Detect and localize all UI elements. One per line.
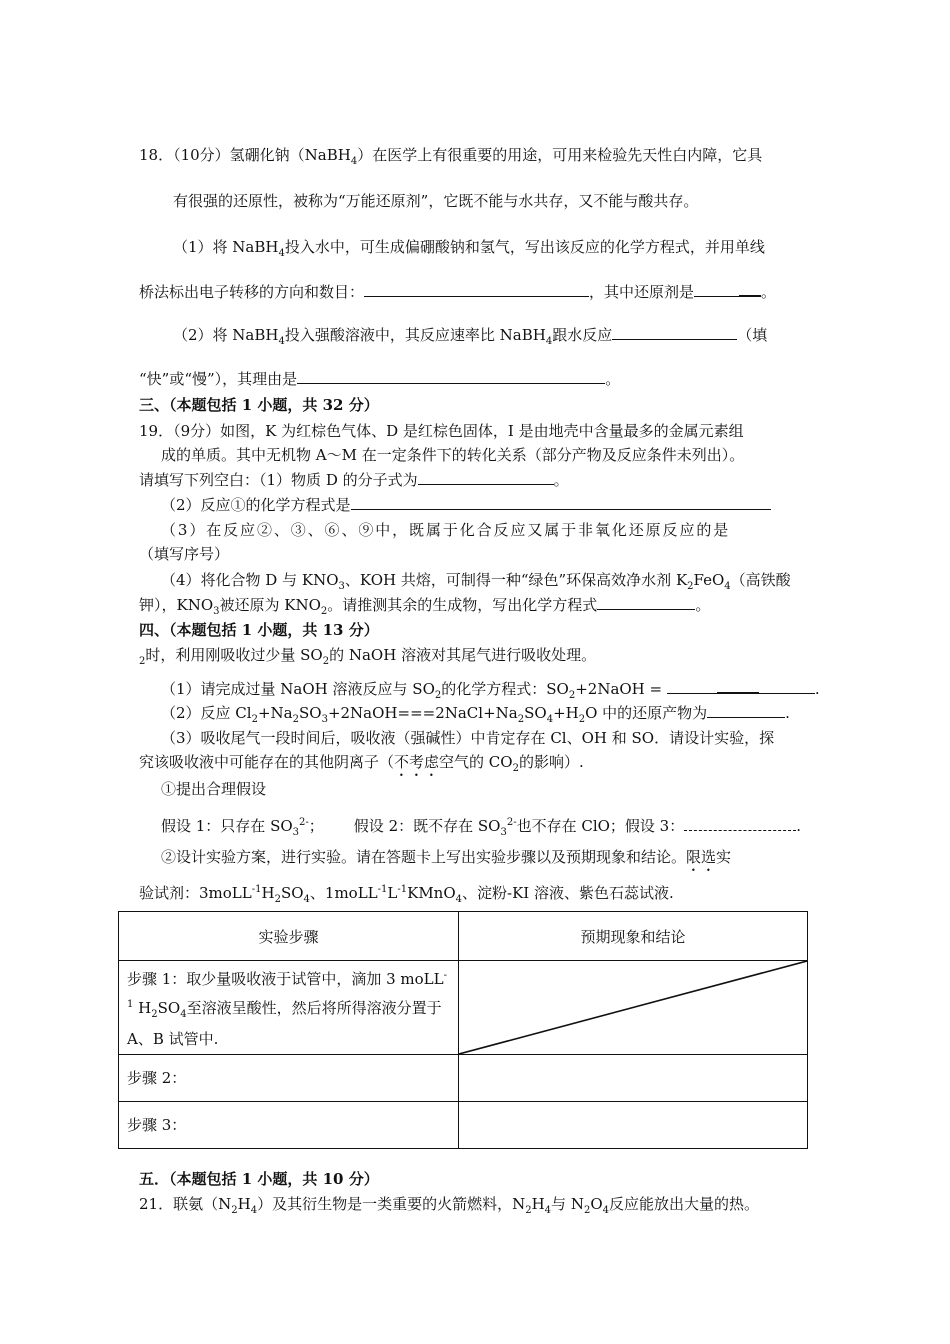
table-cell-step1-result-crossed <box>459 961 808 1055</box>
answer-blank-naoh-b[interactable] <box>717 678 759 694</box>
sec4-intro: $_2$时，利用刚吸收过少量 $SO_2$的 NaOH 溶液对其尾气进行吸收处理。 <box>139 646 597 667</box>
q21-line1: 21．联氨$(N_2H_4)$及其衍生物是一类重要的火箭燃料，$N_2H_4$与 $N_2O_4$反应能放出大量的热。 <box>139 1195 760 1216</box>
table-cell-step3-result[interactable] <box>459 1102 808 1149</box>
table-row <box>119 961 808 1055</box>
answer-blank-reason[interactable] <box>297 369 605 384</box>
q19-part3-line2: （填写序号） <box>139 545 230 563</box>
table-cell-step2: 步骤 2： <box>119 1055 459 1102</box>
table-row <box>119 1102 808 1149</box>
q18-line2: 有很强的还原性，被称为“万能还原剂”，它既不能与水共存，又不能与酸共存。 <box>173 192 699 210</box>
q19-line3: 请填写下列空白：（1）物质 D 的分子式为 。 <box>139 471 569 489</box>
sec4-step1-heading: ①提出合理假设 <box>161 780 267 798</box>
section-3-heading: 三、（本题包括 1 小题，共 32 分） <box>139 396 379 414</box>
q18-part1-line2: 桥法标出电子转移的方向和数目： ，其中还原剂是 。 <box>139 283 777 301</box>
answer-blank-equation-b[interactable] <box>459 282 589 297</box>
q18-part1-line1: （1）将 NaBH$_4$投入水中，可生成偏硼酸钠和氢气，写出该反应的化学方程式，并用单线 <box>173 238 765 259</box>
q19-part3-line1: （3）在反应②、③、⑥、⑨中，既属于化合反应又属于非氧化还原反应的是 <box>161 521 731 539</box>
answer-blank-equation-a[interactable] <box>364 282 459 297</box>
answer-blank-rate[interactable] <box>612 325 737 340</box>
answer-blank-naoh-c[interactable] <box>759 679 815 694</box>
sec4-hypotheses: 假设 1：只存在 $SO_3^{2-}$； 假设 2：既不存在 $SO_3^{2-}$也不存在 ClO；假设 3： . <box>161 817 802 838</box>
table-cell-step2-result[interactable] <box>459 1055 808 1102</box>
sec4-part3-line1: （3）吸收尾气一段时间后，吸收液（强碱性）中肯定存在 Cl、OH 和 SO．请设计实验，探 <box>161 729 775 747</box>
q19-line2: 成的单质。其中无机物 A～M 在一定条件下的转化关系（部分产物及反应条件未列出）。 <box>161 446 745 464</box>
experiment-table <box>118 911 808 1149</box>
q19-line1: 19．（9分）如图，K 为红棕色气体、D 是红棕色固体，I 是由地壳中含量最多的金属元素组 <box>139 422 744 440</box>
q19-part4-line1: （4）将化合物 D 与 $KNO_3$、KOH 共熔，可制得一种“绿色”环保高效净水剂 $K_2FeO_4$（高铁酸 <box>161 571 791 592</box>
table-cell-step1: 步骤 1：取少量吸收液于试管中，滴加 3 moLL$^{-1}$ $H_2SO_4$至溶液呈酸性，然后将所得溶液分置于 A、B 试管中. <box>119 961 459 1055</box>
table-header-row <box>119 912 808 961</box>
answer-blank-formula-d[interactable] <box>418 470 554 485</box>
answer-blank-reduction-product[interactable] <box>707 703 785 718</box>
answer-blank-equation-k2feo4[interactable] <box>597 595 695 610</box>
answer-blank-reducer-b[interactable] <box>739 281 761 297</box>
section-5-heading: 五．（本题包括 1 小题，共 10 分） <box>139 1170 379 1188</box>
q18-part2-line1: （2）将 NaBH$_4$投入强酸溶液中，其反应速率比 NaBH$_4$跟水反应 （填 <box>173 326 768 347</box>
table-cell-step3: 步骤 3： <box>119 1102 459 1149</box>
table-header-steps: 实验步骤 <box>119 912 459 961</box>
table-header-results: 预期现象和结论 <box>459 912 808 961</box>
q18-line1: 18．（10分）氢硼化钠（NaBH$_4$）在医学上有很重要的用途，可用来检验先天性白内障，它具 <box>139 146 763 167</box>
sec4-part1: （1）请完成过量 NaOH 溶液反应与 $SO_2$的化学方程式：$SO_2+2NaOH$ = . <box>161 680 820 701</box>
answer-blank-naoh-a[interactable] <box>667 679 717 694</box>
diagonal-strike-line <box>459 961 807 1054</box>
sec4-part3-line2: 究该吸收液中可能存在的其他阴离子（不考虑空气的 $CO_2$的影响）. <box>139 753 584 774</box>
sec4-step2-line1: ②设计实验方案，进行实验。请在答题卡上写出实验步骤以及预期现象和结论。限选实 <box>161 848 732 866</box>
table-row <box>119 1055 808 1102</box>
q18-part2-line2: “快”或“慢”），其理由是 。 <box>139 370 621 388</box>
answer-blank-reducer-a[interactable] <box>694 282 739 297</box>
q19-part4-line2: 钾），$KNO_3$被还原为 $KNO_2$。请推测其余的生成物，写出化学方程式 。 <box>139 596 711 617</box>
q19-part2: （2）反应①的化学方程式是 <box>161 495 771 515</box>
sec4-part2: （2）反应 $Cl_2+Na_2SO_3+2NaOH===2NaCl+Na_2SO_4+H_2O$ 中的还原产物为 . <box>161 704 790 725</box>
answer-blank-reaction-1[interactable] <box>351 495 771 510</box>
answer-blank-hypothesis-3[interactable] <box>684 816 796 831</box>
sec4-step2-line2: 验试剂：$3moLL^{-1}H_2SO_4$、$1moLL^{-1}L^{-1}KMnO_4$、淀粉-KI 溶液、紫色石蕊试液. <box>139 884 674 905</box>
section-4-heading: 四、（本题包括 1 小题，共 13 分） <box>139 621 379 639</box>
